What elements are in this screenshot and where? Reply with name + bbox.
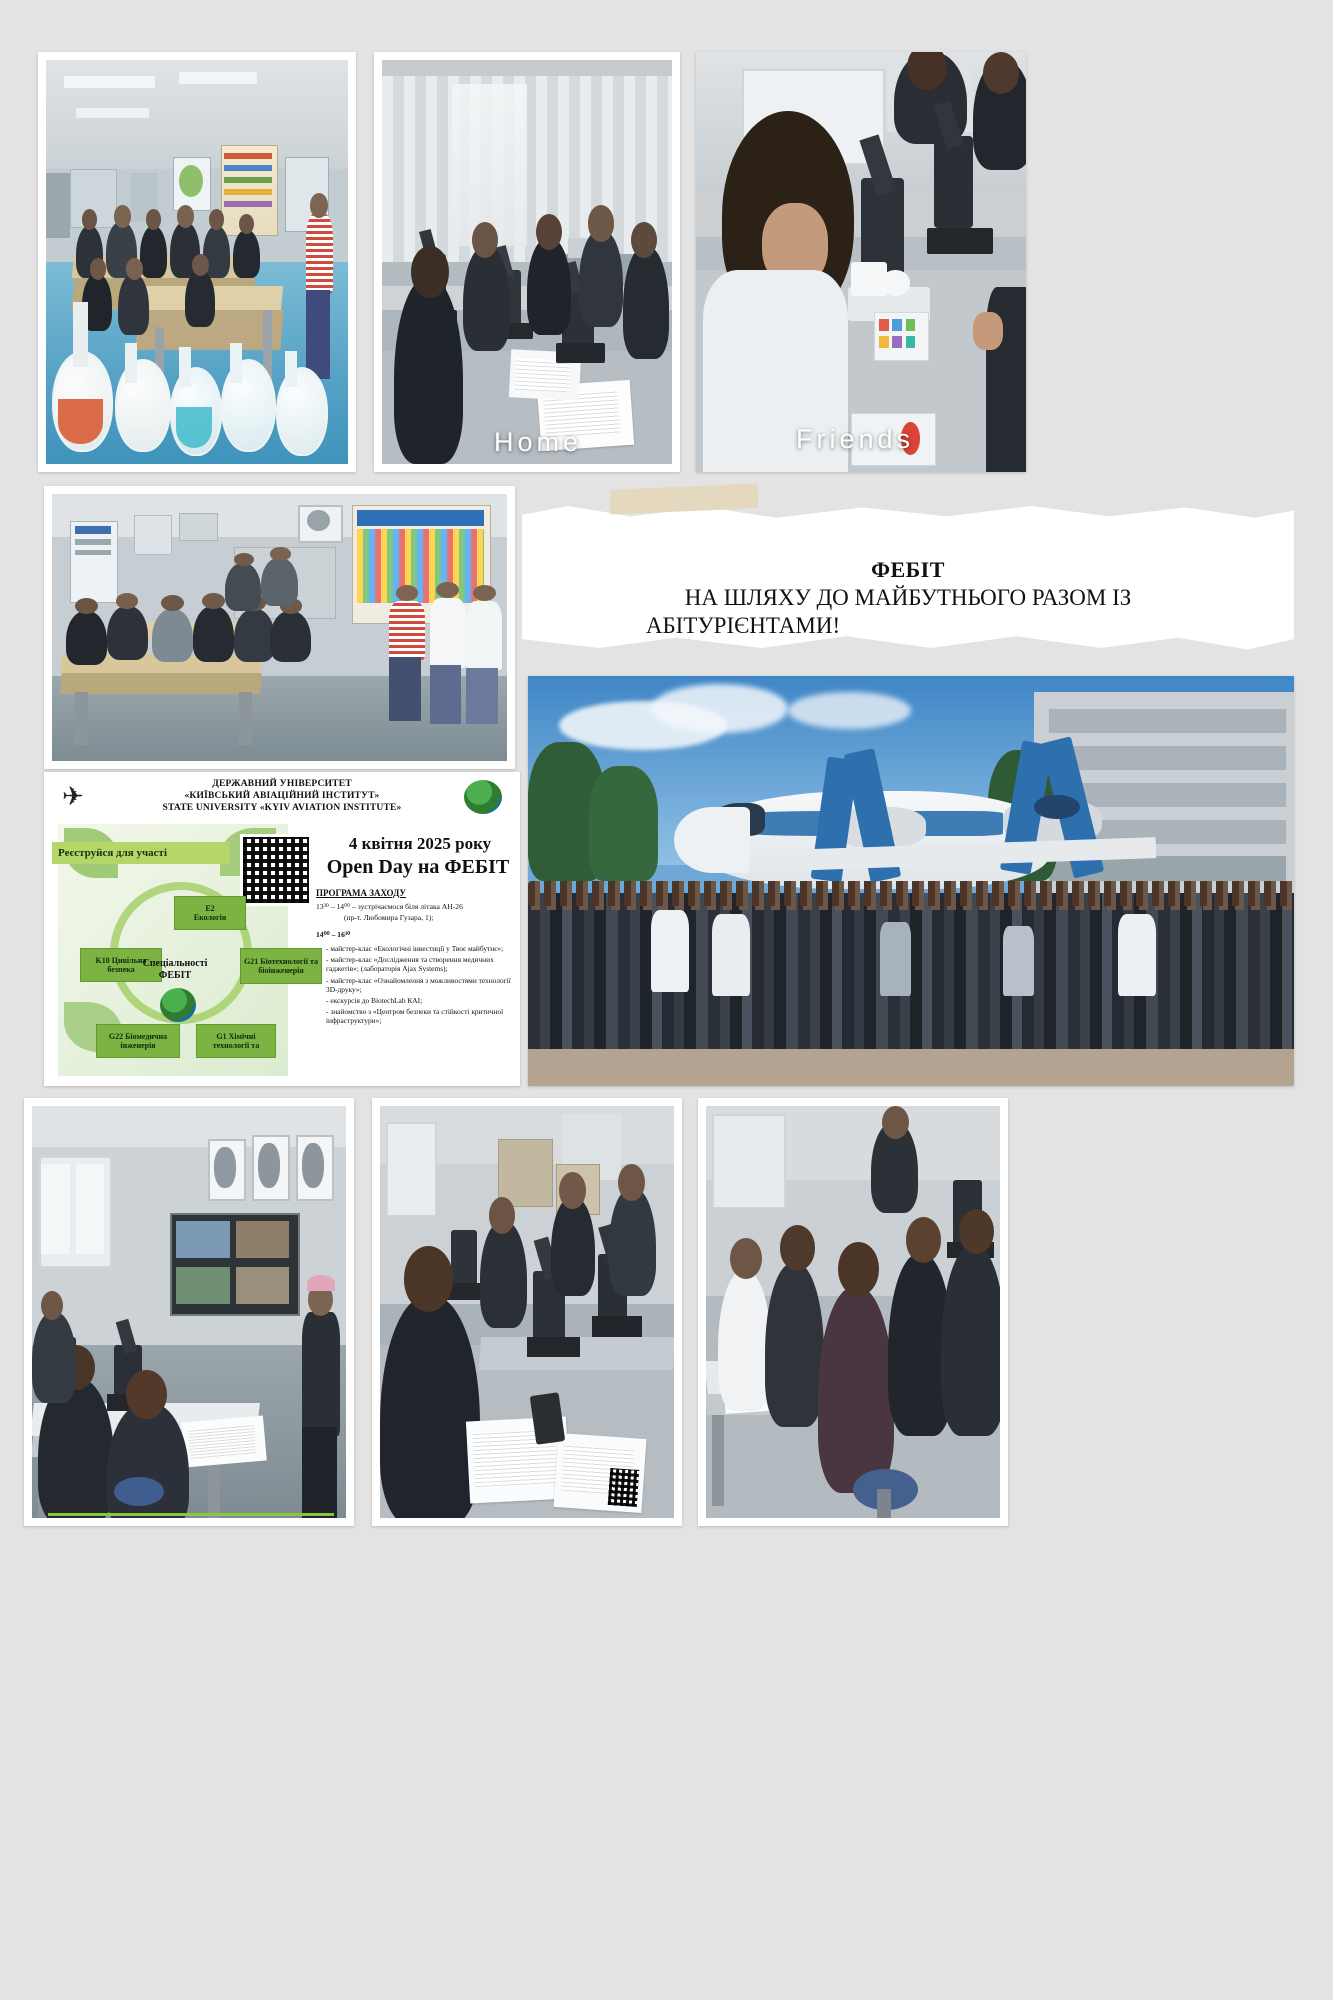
flyer-university-ua-2: «КИЇВСЬКИЙ АВІАЦІЙНИЙ ІНСТИТУТ» xyxy=(184,791,380,801)
photo-microscope-lab-wide xyxy=(374,52,680,472)
program-time-2: 14⁰⁰ – 16³⁰ xyxy=(316,930,351,939)
program-item-2: - майстер-клас «Ознайомлення з можливостями технології 3D-друку»; xyxy=(326,976,520,994)
program-place-1: (пр-т. Любомира Гузара, 1); xyxy=(344,913,434,922)
program-item-1: - майстер-клас «Дослідження та створення медичних гаджетів»; (лабораторія Ajax Systems); xyxy=(326,955,520,973)
register-banner: Реєструйся для участі xyxy=(52,842,230,864)
specialty-code-k10: K10 xyxy=(95,955,110,965)
specialty-box-e2 xyxy=(174,896,246,930)
flyer-event-title: Open Day на ФЕБІТ xyxy=(326,856,510,878)
photo-students-seated-audience xyxy=(698,1098,1008,1526)
photo-classroom-presenters xyxy=(44,486,515,769)
photo-lab-desks-microscopes xyxy=(372,1098,682,1526)
specialty-box-g22 xyxy=(96,1024,180,1058)
specialty-name-g21: Біотехнології та біоінженерія xyxy=(258,956,319,975)
specialty-name-g22: Біомедична інженерія xyxy=(120,1031,168,1050)
photo-presentation-projector xyxy=(24,1098,354,1526)
decorative-green-line xyxy=(48,1513,334,1516)
flyer-date: 4 квітня 2025 року xyxy=(348,834,492,853)
plane-icon: ✈ xyxy=(62,782,84,811)
university-logo-icon xyxy=(464,780,502,814)
specialty-code-g1: G1 xyxy=(216,1031,227,1041)
specialty-box-g1 xyxy=(196,1024,276,1058)
tape-strip xyxy=(610,483,759,514)
specialties-label-2: ФЕБІТ xyxy=(158,970,192,981)
qr-code[interactable] xyxy=(240,834,312,906)
program-item-4: - знайомство з «Центром безпеки та стійкості критичної інфраструктури»; xyxy=(326,1007,520,1025)
specialty-code-e2: E2 xyxy=(205,903,215,913)
headline-line-2: НА ШЛЯХУ ДО МАЙБУТНЬОГО РАЗОМ ІЗ xyxy=(684,584,1132,610)
specialty-box-g21 xyxy=(240,948,322,984)
page-title xyxy=(522,556,1294,641)
headline-line-1: ФЕБІТ xyxy=(871,557,945,582)
flyer-university-ua-1: ДЕРЖАВНИЙ УНІВЕРСИТЕТ xyxy=(212,779,352,789)
program-time-1: 13³⁰ – 14⁰⁰ – зустрічаємося біля літака АН-26 xyxy=(316,902,463,911)
program-item-0: - майстер-клас «Екологічні інвестиції у Твоє майбутнє»; xyxy=(326,944,520,953)
specialty-code-g21: G21 xyxy=(243,956,259,966)
flyer-university-en: STATE UNIVERSITY «KYIV AVIATION INSTITUTE» xyxy=(162,803,402,813)
program-items xyxy=(316,944,520,1027)
photo-student-microscope-closeup xyxy=(696,52,1026,472)
overlay-caption-friends: Friends xyxy=(796,424,915,454)
photo-lecture-hall-flasks xyxy=(38,52,356,472)
specialty-name-e2: Екологія xyxy=(193,913,227,922)
program-label: ПРОГРАМА ЗАХОДУ xyxy=(316,888,407,898)
specialty-code-g22: G22 xyxy=(108,1031,124,1041)
overlay-caption-home: Home xyxy=(494,427,583,457)
photo-group-by-aircraft xyxy=(528,676,1294,1086)
open-day-flyer xyxy=(44,772,520,1086)
specialty-name-g1: Хімічні технології та xyxy=(212,1031,260,1050)
headline-line-3: АБІТУРІЄНТАМИ! xyxy=(645,613,841,639)
specialty-name-k10: Цивільна безпека xyxy=(107,955,147,974)
specialties-label-1: Спеціальності xyxy=(142,958,208,969)
program-item-3: - екскурсія до BiotechLab КАІ; xyxy=(326,996,520,1005)
